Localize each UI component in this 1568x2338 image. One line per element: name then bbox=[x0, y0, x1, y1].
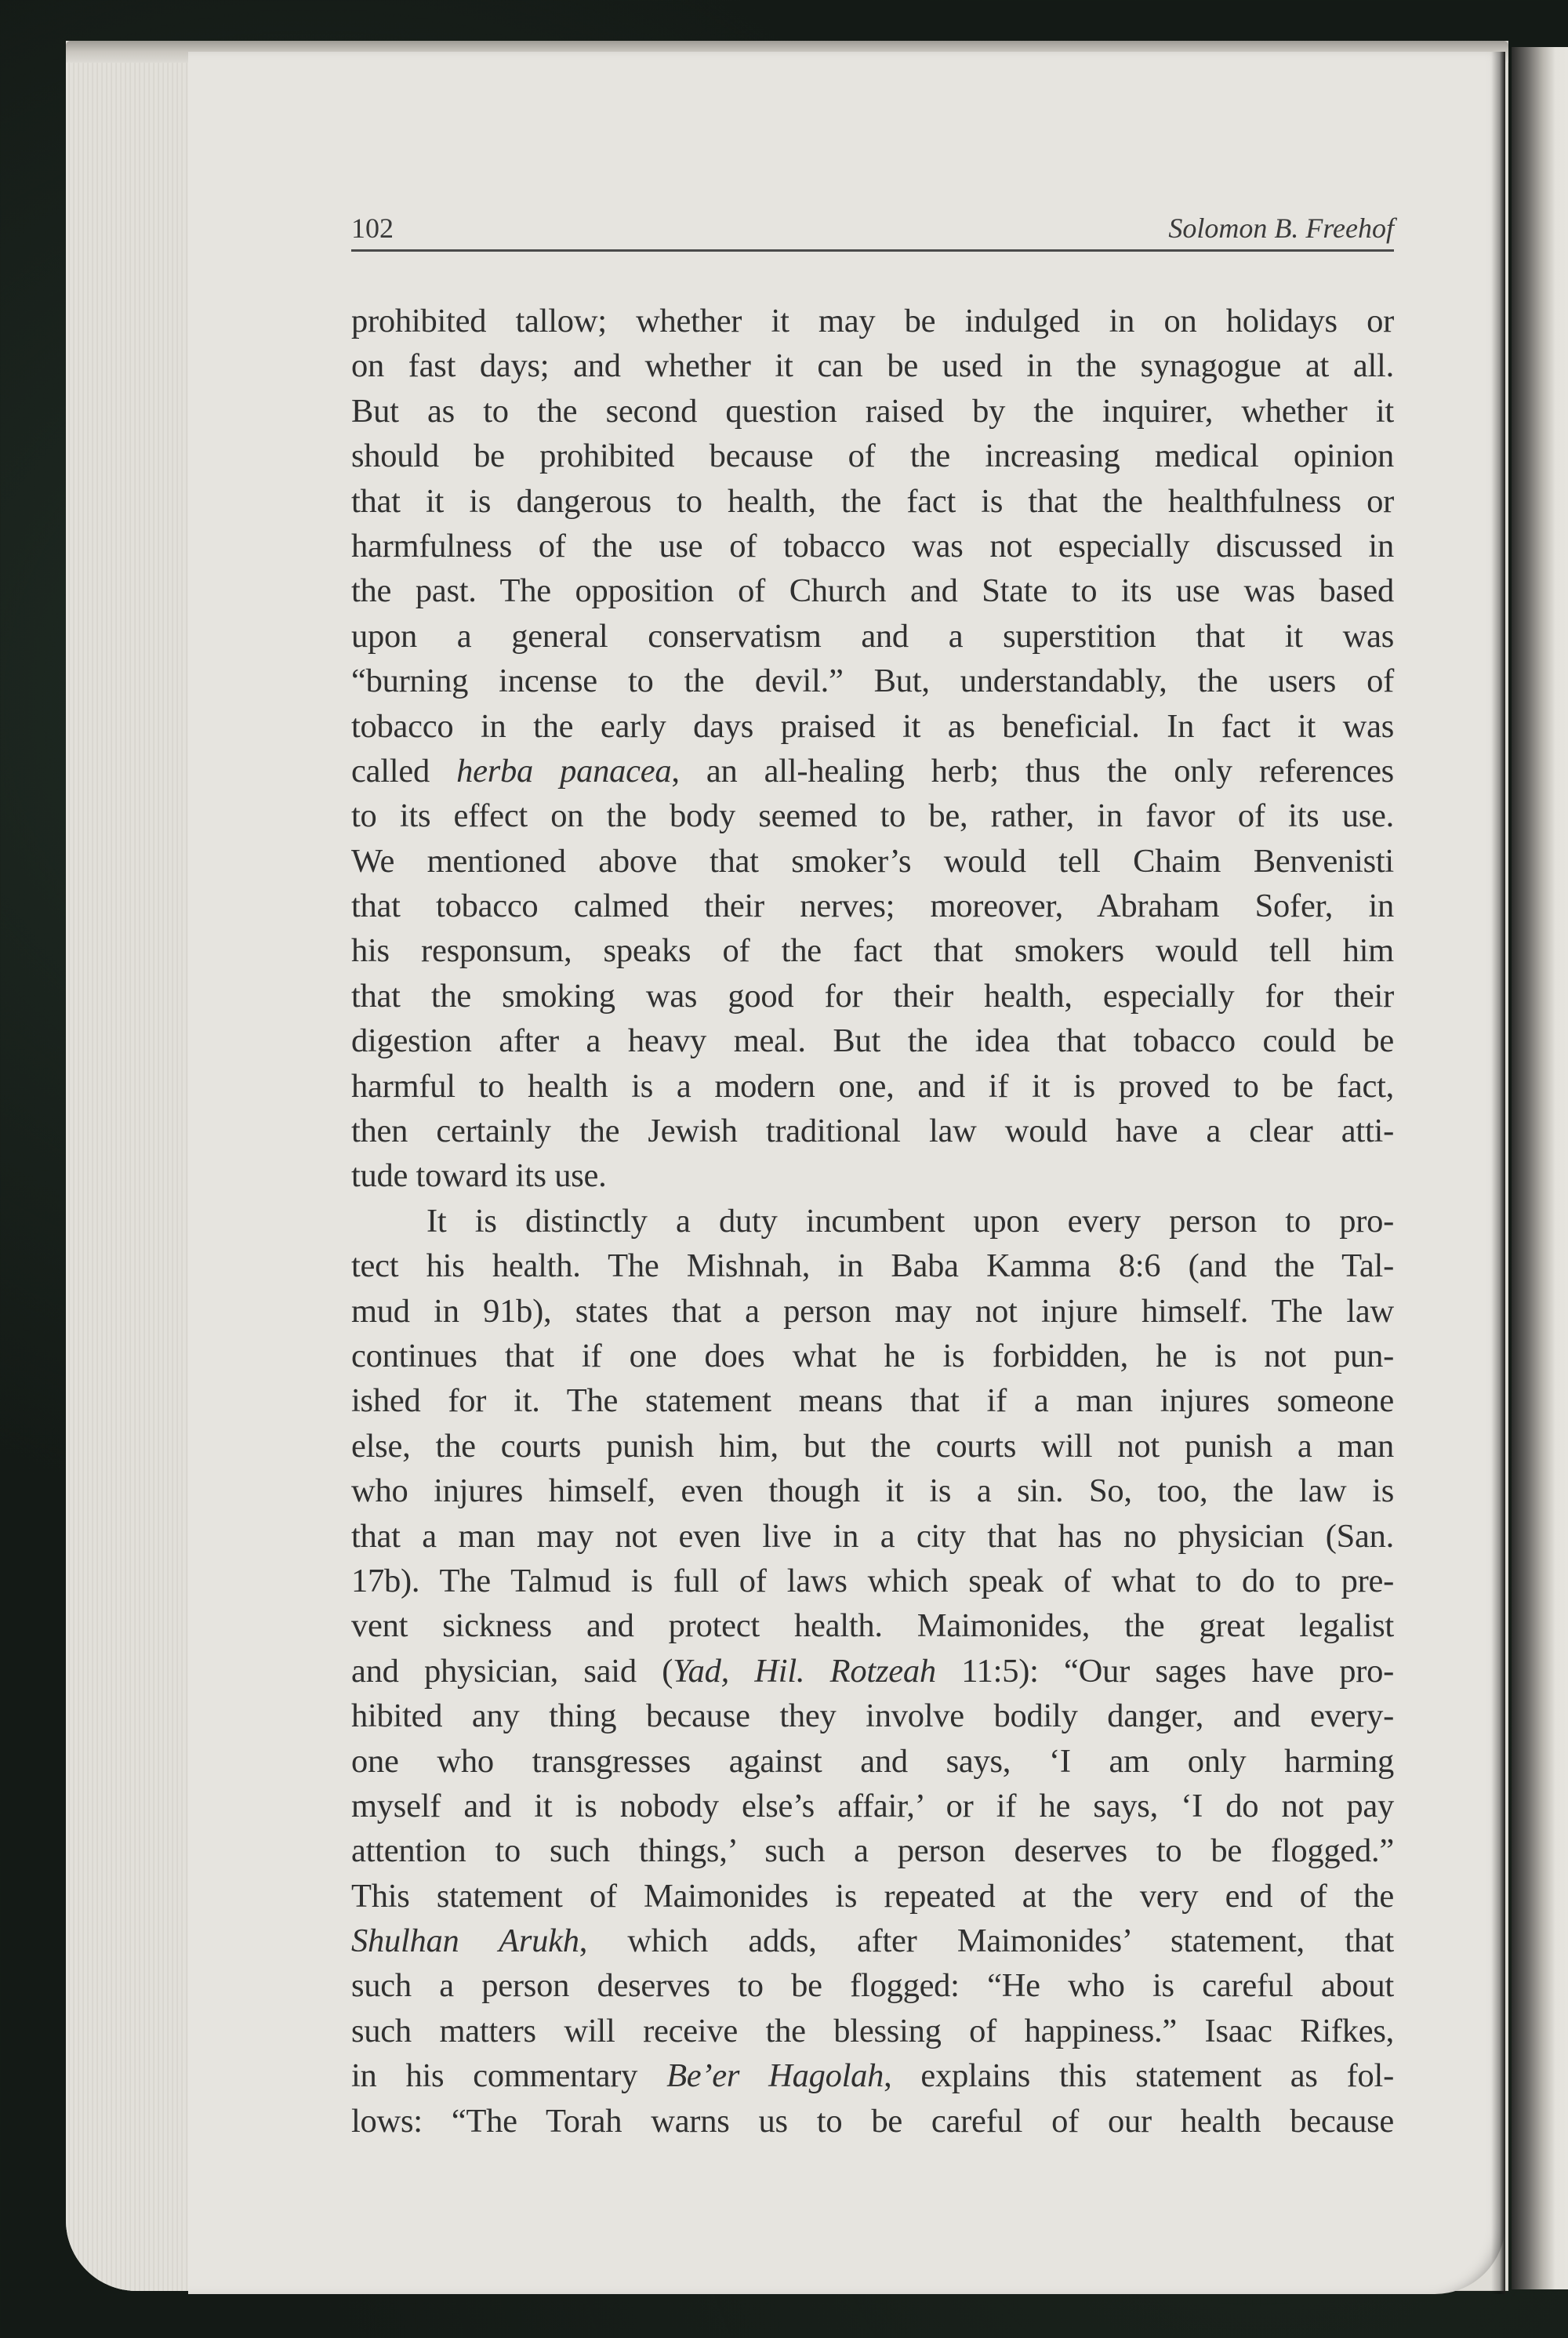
text-segment: tobacco in the early days praised it as beneficial. In fact it was bbox=[351, 707, 1394, 745]
text-segment: lows: “The Torah warns us to be careful of our health because bbox=[351, 2102, 1394, 2140]
text-line bbox=[351, 1603, 1394, 1648]
text-line bbox=[351, 1739, 1394, 1784]
text-segment: vent sickness and protect health. Maimonides, the great legalist bbox=[351, 1607, 1394, 1645]
text-segment: It is distinctly a duty incumbent upon every person to pro- bbox=[426, 1202, 1394, 1240]
text-line bbox=[351, 928, 1394, 973]
text-segment: myself and it is nobody else’s affair,’ or if he says, ‘I do not pay bbox=[351, 1787, 1394, 1824]
text-line bbox=[351, 1514, 1394, 1559]
text-segment: then certainly the Jewish traditional law would have a clear atti- bbox=[351, 1113, 1394, 1150]
text-segment: harmful to health is a modern one, and if it is proved to be fact, bbox=[351, 1067, 1394, 1105]
text-segment: upon a general conservatism and a superstition that it was bbox=[351, 617, 1394, 655]
text-segment: his responsum, speaks of the fact that smokers would tell him bbox=[351, 932, 1394, 970]
text-segment: such matters will receive the blessing of happiness.” Isaac Rifkes, bbox=[351, 2012, 1394, 2049]
text-line bbox=[351, 524, 1394, 568]
text-line bbox=[351, 1153, 1394, 1198]
text-segment: that tobacco calmed their nerves; moreover, Abraham Sofer, in bbox=[351, 888, 1394, 925]
text-segment: But as to the second question raised by the inquirer, whether it bbox=[351, 392, 1394, 430]
text-line bbox=[351, 299, 1394, 343]
text-segment: 17b). The Talmud is full of laws which speak of what to do to pre- bbox=[351, 1562, 1394, 1599]
text-line bbox=[351, 343, 1394, 388]
text-line bbox=[351, 1243, 1394, 1288]
text-segment: that it is dangerous to health, the fact is that the healthfulness or bbox=[351, 482, 1394, 520]
running-head-author: Solomon B. Freehof bbox=[1168, 212, 1394, 244]
text-segment: “burning incense to the devil.” But, understandably, the users of bbox=[351, 663, 1394, 700]
text-line bbox=[351, 1109, 1394, 1153]
page-edges bbox=[66, 41, 191, 2291]
text-segment: in his commentary bbox=[351, 2057, 667, 2095]
text-line bbox=[351, 614, 1394, 659]
text-line bbox=[351, 1559, 1394, 1603]
text-line bbox=[351, 793, 1394, 838]
text-segment: harmfulness of the use of tobacco was not especially discussed in bbox=[351, 527, 1394, 565]
italic-title: herba panacea bbox=[456, 752, 672, 790]
text-segment: to its effect on the body seemed to be, rather, in favor of its use. bbox=[351, 797, 1394, 835]
text-segment: This statement of Maimonides is repeated at the very end of the bbox=[351, 1877, 1394, 1915]
text-line bbox=[351, 1649, 1394, 1694]
text-line bbox=[351, 974, 1394, 1018]
text-line bbox=[351, 1694, 1394, 1738]
text-line bbox=[351, 839, 1394, 884]
text-segment: , explains this statement as fol- bbox=[884, 2057, 1394, 2095]
text-segment: continues that if one does what he is forbidden, he is not pun- bbox=[351, 1337, 1394, 1374]
text-line bbox=[351, 1199, 1394, 1243]
text-segment: , an all-healing herb; thus the only references bbox=[671, 752, 1394, 790]
text-line bbox=[351, 1289, 1394, 1334]
text-line bbox=[351, 1874, 1394, 1919]
text-line bbox=[351, 704, 1394, 749]
italic-title: Yad, Hil. Rotzeah bbox=[673, 1652, 936, 1690]
text-line bbox=[351, 1828, 1394, 1873]
text-segment: prohibited tallow; whether it may be indulged in on holidays or bbox=[351, 303, 1394, 339]
text-line bbox=[351, 1018, 1394, 1063]
text-segment: should be prohibited because of the increasing medical opinion bbox=[351, 437, 1394, 475]
text-line bbox=[351, 568, 1394, 613]
text-line bbox=[351, 2053, 1394, 2098]
text-line bbox=[351, 1919, 1394, 1963]
text-segment: one who transgresses against and says, ‘I am only harming bbox=[351, 1742, 1394, 1780]
text-segment: else, the courts punish him, but the courts will not punish a man bbox=[351, 1427, 1394, 1465]
text-line bbox=[351, 884, 1394, 928]
text-line bbox=[351, 1424, 1394, 1469]
text-segment: called bbox=[351, 752, 457, 790]
text-segment: mud in 91b), states that a person may not injure himself. The law bbox=[351, 1292, 1394, 1330]
text-segment: such a person deserves to be flogged: “He who is careful about bbox=[351, 1967, 1394, 2005]
text-line bbox=[351, 749, 1394, 793]
text-segment: We mentioned above that smoker’s would tell Chaim Benvenisti bbox=[351, 842, 1394, 880]
text-segment: tect his health. The Mishnah, in Baba Kamma 8:6 (and the Tal- bbox=[351, 1247, 1394, 1285]
text-segment: that the smoking was good for their health, especially for their bbox=[351, 977, 1394, 1015]
text-line bbox=[351, 659, 1394, 703]
text-segment: , which adds, after Maimonides’ statement, that bbox=[579, 1922, 1394, 1960]
text-segment: who injures himself, even though it is a sin. So, too, the law is bbox=[351, 1472, 1394, 1510]
text-segment: 11:5): “Our sages have pro- bbox=[935, 1652, 1394, 1690]
text-line bbox=[351, 1469, 1394, 1513]
text-line bbox=[351, 1963, 1394, 2008]
running-head bbox=[351, 212, 1394, 251]
text-segment: the past. The opposition of Church and State to its use was based bbox=[351, 572, 1394, 610]
text-line bbox=[351, 2099, 1394, 2144]
italic-title: Be’er Hagolah bbox=[666, 2057, 884, 2095]
page-number: 102 bbox=[351, 212, 394, 244]
body-text bbox=[351, 299, 1394, 2144]
text-segment: attention to such things,’ such a person deserves to be flogged.” bbox=[351, 1832, 1394, 1870]
text-segment: tude toward its use. bbox=[351, 1157, 607, 1195]
text-segment: on fast days; and whether it can be used in the synagogue at all. bbox=[351, 347, 1394, 385]
text-line bbox=[351, 389, 1394, 434]
text-line bbox=[351, 434, 1394, 478]
text-segment: ished for it. The statement means that if a man injures someone bbox=[351, 1382, 1394, 1420]
text-segment: hibited any thing because they involve bodily danger, and every- bbox=[351, 1697, 1394, 1735]
text-line bbox=[351, 2009, 1394, 2053]
text-segment: digestion after a heavy meal. But the idea that tobacco could be bbox=[351, 1022, 1394, 1060]
text-line bbox=[351, 479, 1394, 524]
text-segment: that a man may not even live in a city that has no physician (San. bbox=[351, 1517, 1394, 1555]
text-line bbox=[351, 1784, 1394, 1828]
facing-page-edge bbox=[1512, 47, 1568, 2289]
text-segment: and physician, said ( bbox=[351, 1652, 673, 1690]
text-line bbox=[351, 1334, 1394, 1378]
text-line bbox=[351, 1378, 1394, 1423]
italic-title: Shulhan Arukh bbox=[351, 1922, 579, 1960]
header-rule bbox=[351, 249, 1394, 252]
text-line bbox=[351, 1064, 1394, 1109]
